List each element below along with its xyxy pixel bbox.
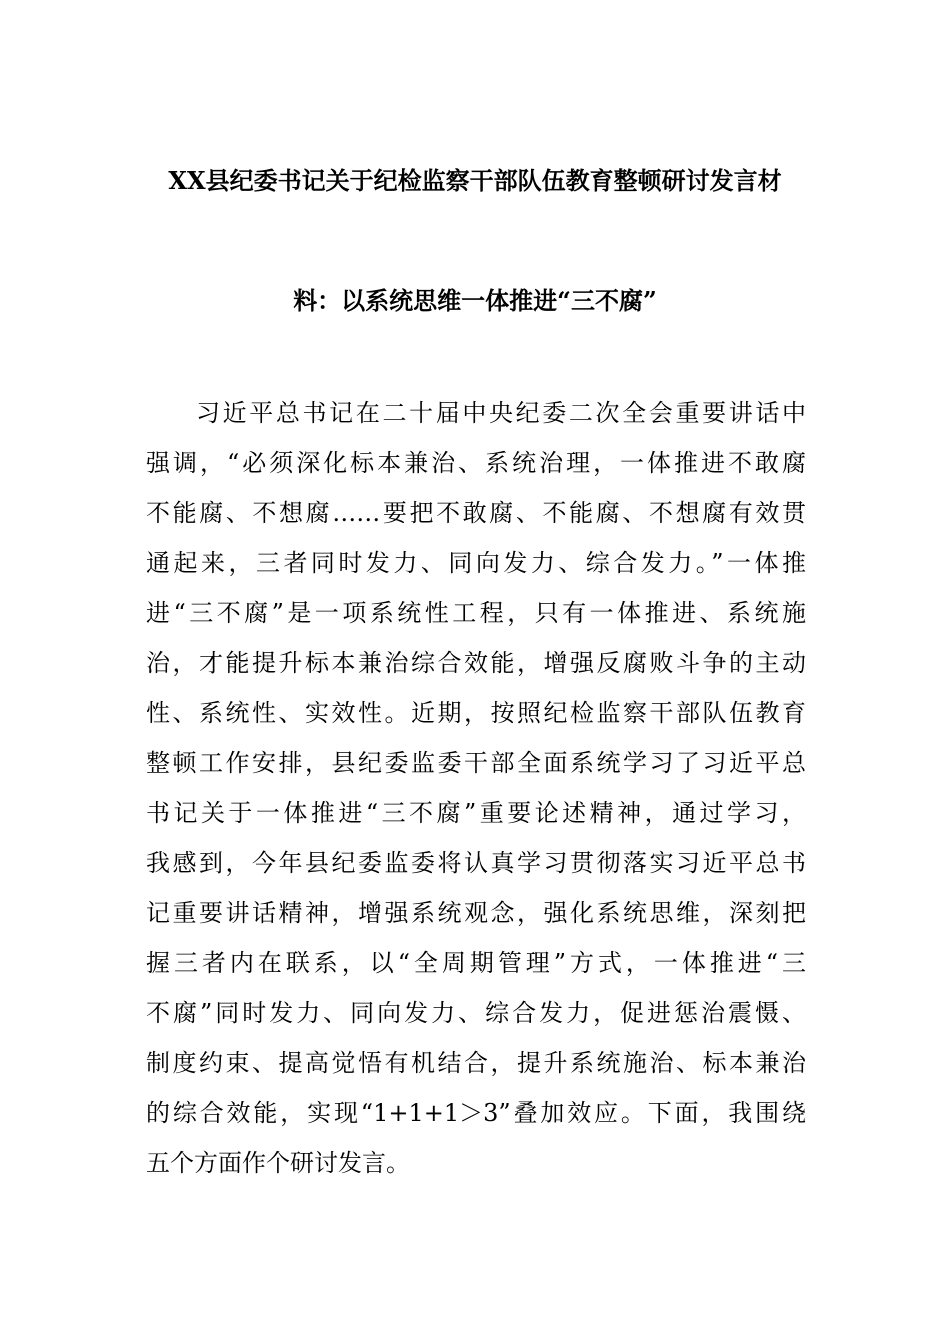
paragraph-line: 书记关于一体推进“三不腐”重要论述精神，通过学习， <box>146 799 806 827</box>
paragraph-line: 整顿工作安排，县纪委监委干部全面系统学习了习近平总 <box>146 749 806 777</box>
paragraph-line: 制度约束、提高觉悟有机结合，提升系统施治、标本兼治 <box>146 1049 806 1077</box>
paragraph-line: 记重要讲话精神，增强系统观念，强化系统思维，深刻把 <box>146 899 806 927</box>
paragraph-line: 性、系统性、实效性。近期，按照纪检监察干部队伍教育 <box>146 699 806 727</box>
paragraph-line: 习近平总书记在二十届中央纪委二次全会重要讲话中 <box>196 399 806 427</box>
paragraph-line: 强调，“必须深化标本兼治、系统治理，一体推进不敢腐 <box>146 449 806 477</box>
document-title-line-1: XX县纪委书记关于纪检监察干部队伍教育整顿研讨发言材 <box>168 166 782 195</box>
paragraph-line: 不能腐、不想腐……要把不敢腐、不能腐、不想腐有效贯 <box>146 499 806 527</box>
paragraph-line: 进“三不腐”是一项系统性工程，只有一体推进、系统施 <box>146 599 806 627</box>
paragraph-line: 的综合效能，实现“1+1+1＞3”叠加效应。下面，我围绕 <box>146 1099 806 1127</box>
document-title-line-2: 料：以系统思维一体推进“三不腐” <box>293 286 657 315</box>
paragraph-line: 握三者内在联系，以“全周期管理”方式，一体推进“三 <box>146 949 806 977</box>
paragraph-line: 治，才能提升标本兼治综合效能，增强反腐败斗争的主动 <box>146 649 806 677</box>
paragraph-line: 我感到，今年县纪委监委将认真学习贯彻落实习近平总书 <box>146 849 806 877</box>
paragraph-line: 五个方面作个研讨发言。 <box>146 1149 410 1177</box>
paragraph-line: 通起来，三者同时发力、同向发力、综合发力。”一体推 <box>146 549 806 577</box>
paragraph-line: 不腐”同时发力、同向发力、综合发力，促进惩治震慑、 <box>146 999 806 1027</box>
